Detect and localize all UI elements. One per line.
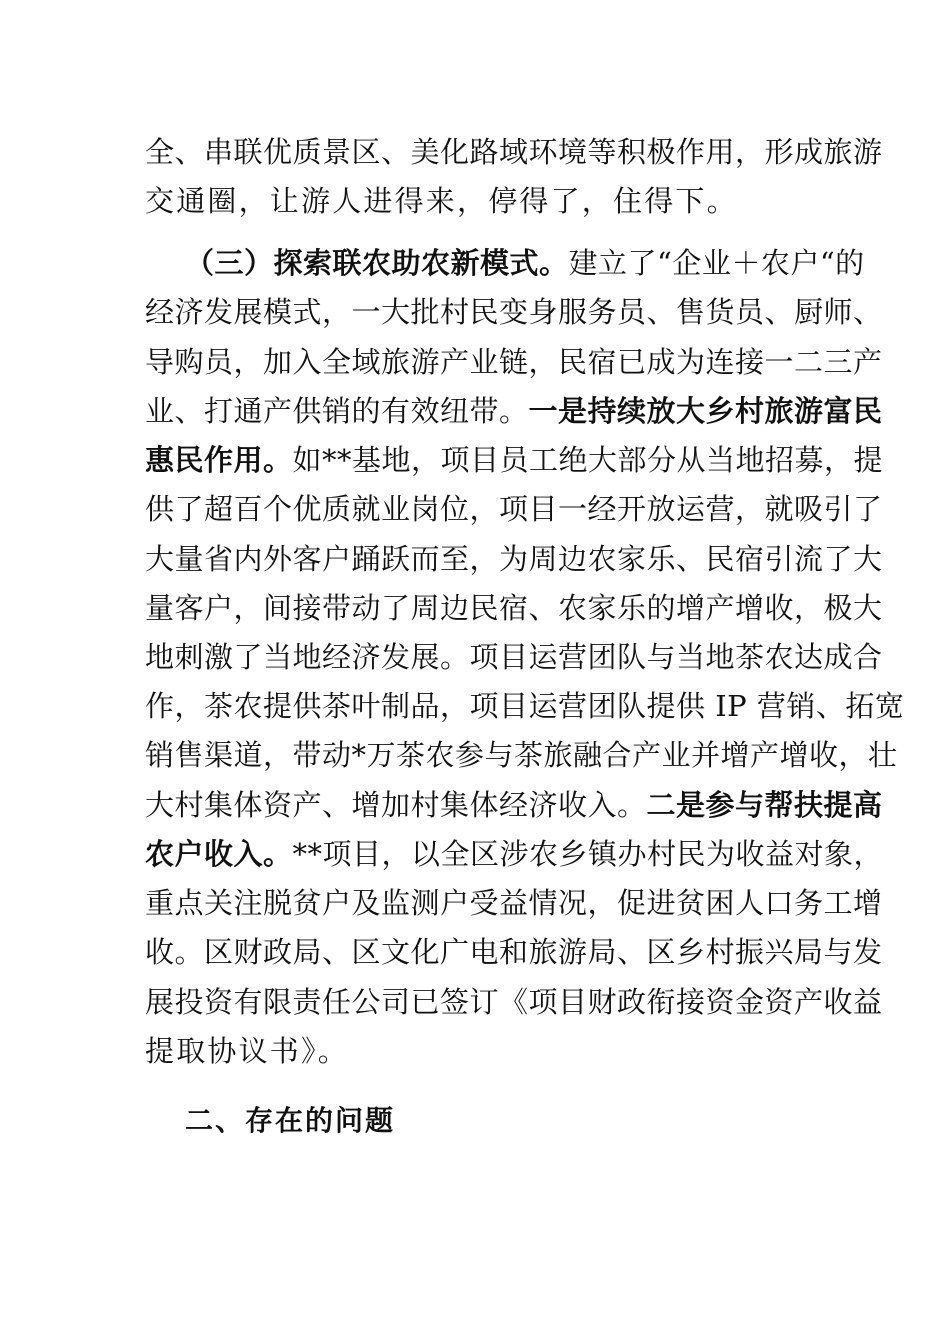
paragraph-line: 收。区财政局、区文化广电和旅游局、区乡村振兴局与发 — [145, 935, 883, 969]
paragraph-text: 业、打通产供销的有效纽带。 — [145, 394, 529, 428]
paragraph-line: 销售渠道，带动*万茶农参与茶旅融合产业并增产增收，壮 — [145, 738, 898, 772]
paragraph-line — [145, 785, 883, 825]
paragraph-line — [145, 440, 884, 480]
paragraph-line: 经济发展模式，一大批村民变身服务员、售货员、厨师、 — [145, 295, 883, 329]
paragraph-line: 交通圈，让游人进得来，停得了，住得下。 — [145, 184, 738, 218]
paragraph-line — [185, 243, 865, 283]
section-heading: 二、存在的问题 — [185, 1104, 396, 1137]
paragraph-line: 提取协议书》。 — [145, 1034, 349, 1068]
bold-lead-text: 惠民作用。 — [145, 443, 293, 477]
paragraph-text: **项目，以全区涉农乡镇办村民为收益对象， — [292, 837, 884, 871]
paragraph-line: 导购员，加入全域旅游产业链，民宿已成为连接一二三产 — [145, 345, 883, 379]
paragraph-text: 如**基地，项目员工绝大部分从当地招募，提 — [292, 443, 884, 477]
bold-lead-text: 农户收入。 — [145, 837, 293, 871]
paragraph-line: 地刺激了当地经济发展。项目运营团队与当地茶农达成合 — [145, 640, 883, 674]
bold-lead-text: （三）探索联农助农新模式。 — [185, 246, 569, 280]
paragraph-line: 供了超百个优质就业岗位，项目一经开放运营，就吸引了 — [145, 492, 883, 526]
paragraph-line: 量客户，间接带动了周边民宿、农家乐的增产增收，极大 — [145, 591, 883, 625]
paragraph-line: 大量省内外客户踊跃而至，为周边农家乐、民宿引流了大 — [145, 542, 883, 576]
bold-lead-text: 一是持续放大乡村旅游富民 — [528, 394, 883, 428]
paragraph-line: 作，茶农提供茶叶制品，项目运营团队提供 IP 营销、拓宽 — [145, 689, 905, 723]
paragraph-line: 重点关注脱贫户及监测户受益情况，促进贫困人口务工增 — [145, 886, 883, 920]
bold-lead-text: 二是参与帮扶提高 — [646, 788, 883, 822]
paragraph-line: 展投资有限责任公司已签订《项目财政衔接资金资产收益 — [145, 985, 883, 1019]
paragraph-text: 大村集体资产、增加村集体经济收入。 — [145, 788, 647, 822]
paragraph-line — [145, 834, 884, 874]
paragraph-line — [145, 391, 883, 431]
paragraph-text: 建立了“企业＋农户“的 — [568, 246, 865, 280]
paragraph-line: 全、串联优质景区、美化路域环境等积极作用，形成旅游 — [145, 135, 883, 169]
